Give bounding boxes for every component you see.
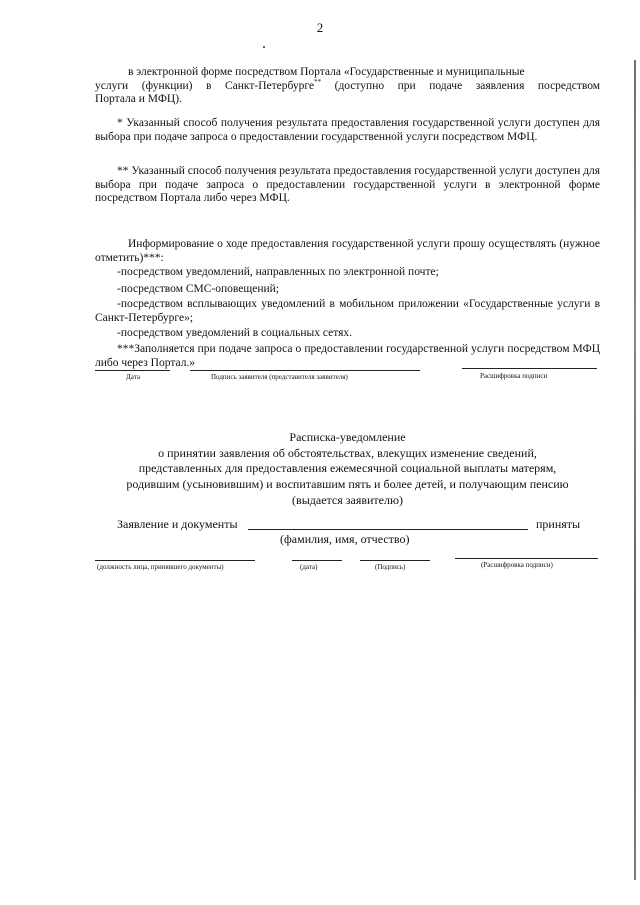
receipt-line-2: представленных для предоставления ежемесячной социальной выплаты матерям, [138, 461, 557, 476]
decode2-caption: (Расшифровка подписи) [481, 561, 553, 569]
option-mobile-app: -посредством всплывающих уведомлений в мобильном приложении «Государственные услуги в Санкт-Петербурге»; [95, 298, 600, 324]
fio-caption: (фамилия, имя, отчество) [280, 532, 410, 546]
option-email: -посредством уведомлений, направленных по электронной почте; [117, 266, 439, 278]
footnote-3: ***Заполняется при подаче запроса о предоставлении государственной услуги посредством МФЦ либо через Портал.» [95, 343, 600, 369]
position-caption: (должность лица, принявшего документы) [97, 563, 224, 571]
date2-caption: (дата) [300, 563, 318, 571]
footnote-1: * Указанный способ получения результата предоставления государственной услуги доступен для выбора при подаче запроса о предоставлении государственной услуги посредством МФЦ. [95, 117, 600, 143]
signature2-caption: (Подпись) [375, 563, 406, 571]
decode2-line [455, 558, 598, 559]
signature-line [190, 370, 420, 371]
para-line-2a: услуги (функции) в Санкт-Петербурге [95, 79, 315, 92]
footnote-2: ** Указанный способ получения результата предоставления государственной услуги доступен для выбора при подаче запроса о предоставлении государственной услуги в электронной форме посредством Портала либо через МФЦ. [95, 165, 600, 205]
receipt-line-4: (выдается заявителю) [292, 492, 403, 507]
paragraph-continuation [95, 66, 600, 107]
receipt-title: Расписка-уведомление [289, 430, 406, 444]
docs-label: Заявление и документы [117, 517, 238, 531]
decode-line [462, 368, 597, 369]
decode-caption: Расшифровка подписи [480, 372, 548, 380]
signature-caption: Подпись заявителя (представителя заявителя) [211, 373, 348, 381]
para-line-2b: (доступно при подаче заявления посредством [321, 79, 601, 92]
date2-line [292, 560, 342, 561]
scan-speck [263, 46, 265, 48]
para-line-2-sup: ** [314, 77, 322, 86]
receipt-line-1: о принятии заявления об обстоятельствах, влекущих изменение сведений, [158, 445, 537, 460]
receipt-block [95, 430, 600, 509]
receipt-line-3: родившим (усыновившим) и воспитавшим пять и более детей, и получающим пенсию [126, 477, 569, 492]
option-sms: -посредством СМС-оповещений; [117, 283, 279, 295]
para-line-2 [95, 77, 601, 94]
inform-request: Информирование о ходе предоставления государственной услуги прошу осуществлять (нужное отметить)***: [95, 238, 600, 264]
accepted-label: приняты [536, 517, 581, 531]
date-caption: Дата [126, 373, 140, 381]
signature2-line [360, 560, 430, 561]
para-line-1: в электронной форме посредством Портала «Государственные и муниципальные [128, 66, 525, 78]
option-social: -посредством уведомлений в социальных сетях. [117, 327, 353, 339]
position-line [95, 560, 255, 561]
para-line-3: Портала и МФЦ). [95, 93, 182, 106]
scan-edge-artifact [634, 60, 636, 880]
docs-name-line [248, 529, 528, 530]
page-number: 2 [316, 20, 324, 35]
date-line [95, 370, 170, 371]
